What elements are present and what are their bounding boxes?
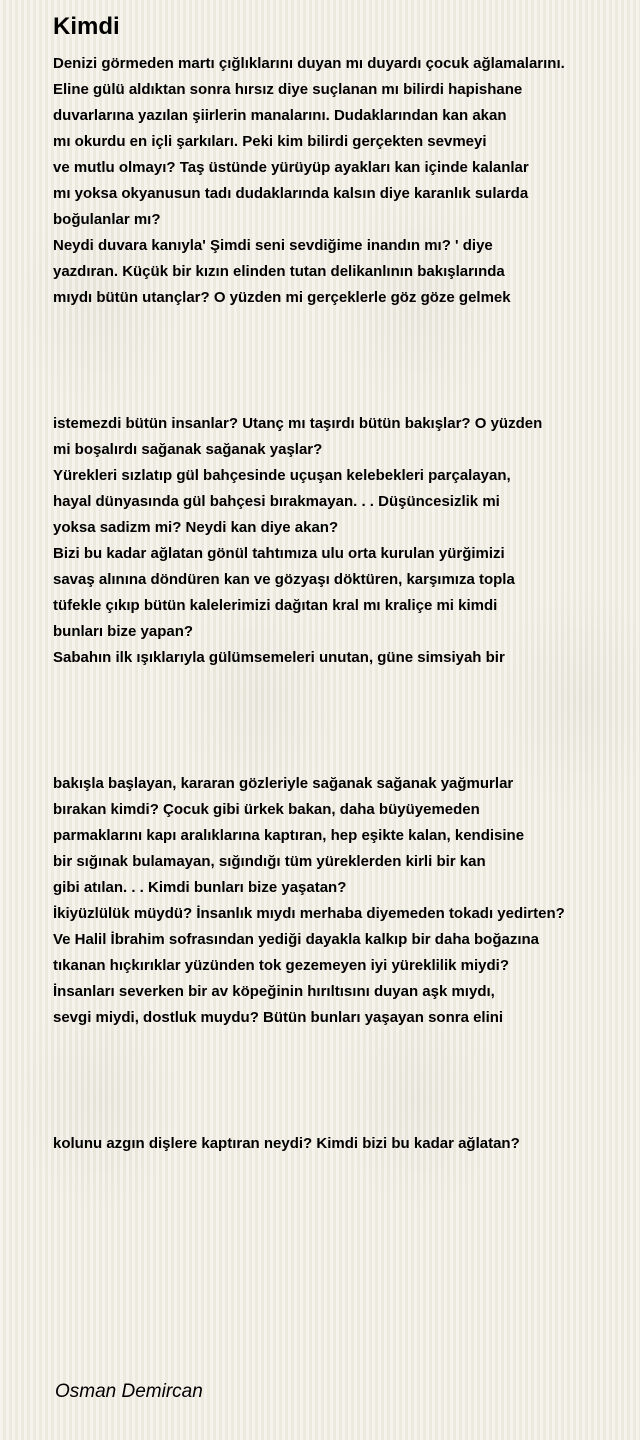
poem-line: parmaklarını kapı aralıklarına kaptıran, hep eşikte kalan, kendisine	[53, 827, 525, 844]
poem-line: Eline gülü aldıktan sonra hırsız diye suçlanan mı bilirdi hapishane	[53, 81, 523, 98]
poem-line: mı yoksa okyanusun tadı dudaklarında kalsın diye karanlık sularda	[53, 185, 529, 202]
poem-line: savaş alınına döndüren kan ve gözyaşı döktüren, karşımıza topla	[53, 571, 515, 588]
poem-line: İkiyüzlülük müydü? İnsanlık mıydı merhaba diyemeden tokadı yedirten?	[53, 905, 565, 922]
poem-line: bakışla başlayan, kararan gözleriyle sağanak sağanak yağmurlar	[53, 775, 514, 792]
poem-line: duvarlarına yazılan şiirlerin manalarını. Dudaklarından kan akan	[53, 107, 507, 124]
poem-line: boğulanlar mı?	[53, 211, 161, 228]
poem-line: İnsanları severken bir av köpeğinin hırıltısını duyan aşk mıydı,	[53, 983, 495, 1000]
poem-line: mı okurdu en içli şarkıları. Peki kim bilirdi gerçekten sevmeyi	[53, 133, 487, 150]
poem-line: yoksa sadizm mi? Neydi kan diye akan?	[53, 519, 339, 536]
poem-line: Sabahın ilk ışıklarıyla gülümsemeleri unutan, güne simsiyah bir	[53, 649, 505, 666]
poem-stanza-1	[53, 51, 633, 311]
poem-line: Bizi bu kadar ağlatan gönül tahtımıza ulu orta kurulan yürğimizi	[53, 545, 505, 562]
poem-line: mıydı bütün utançlar? O yüzden mi gerçeklerle göz göze gelmek	[53, 289, 511, 306]
poem-line: bırakan kimdi? Çocuk gibi ürkek bakan, daha büyüyemeden	[53, 801, 480, 818]
poem-line: hayal dünyasında gül bahçesi bırakmayan. . . Düşüncesizlik mi	[53, 493, 500, 510]
poem-line: tıkanan hıçkırıklar yüzünden tok gezemeyen iyi yüreklilik miydi?	[53, 957, 509, 974]
poem-line: yazdıran. Küçük bir kızın elinden tutan delikanlının bakışlarında	[53, 263, 505, 280]
poem-line: ve mutlu olmayı? Taş üstünde yürüyüp ayakları kan içinde kalanlar	[53, 159, 529, 176]
poem-line: istemezdi bütün insanlar? Utanç mı taşırdı bütün bakışlar? O yüzden	[53, 415, 543, 432]
poem-line: sevgi miydi, dostluk muydu? Bütün bunları yaşayan sonra elini	[53, 1009, 504, 1026]
poem-line: bir sığınak bulamayan, sığındığı tüm yüreklerden kirli bir kan	[53, 853, 486, 870]
poem-line: Ve Halil İbrahim sofrasından yediği dayakla kalkıp bir daha boğazına	[53, 931, 539, 948]
poem-stanza-2	[53, 411, 633, 671]
poem-line: mi boşalırdı sağanak sağanak yaşlar?	[53, 441, 323, 458]
poem-line: gibi atılan. . . Kimdi bunları bize yaşatan?	[53, 879, 347, 896]
poem-title: Kimdi	[53, 13, 120, 40]
poem-author: Osman Demircan	[55, 1381, 203, 1402]
poem-line: kolunu azgın dişlere kaptıran neydi? Kimdi bizi bu kadar ağlatan?	[53, 1135, 520, 1152]
poem-line: bunları bize yapan?	[53, 623, 194, 640]
poem-line: Yürekleri sızlatıp gül bahçesinde uçuşan kelebekleri parçalayan,	[53, 467, 511, 484]
poem-stanza-4	[53, 1131, 633, 1157]
poem-stanza-3	[53, 771, 633, 1031]
poem-line: Denizi görmeden martı çığlıklarını duyan mı duyardı çocuk ağlamalarını.	[53, 55, 565, 72]
poem-line: tüfekle çıkıp bütün kalelerimizi dağıtan kral mı kraliçe mi kimdi	[53, 597, 498, 614]
poem-line: Neydi duvara kanıyla' Şimdi seni sevdiğime inandın mı? ' diye	[53, 237, 493, 254]
